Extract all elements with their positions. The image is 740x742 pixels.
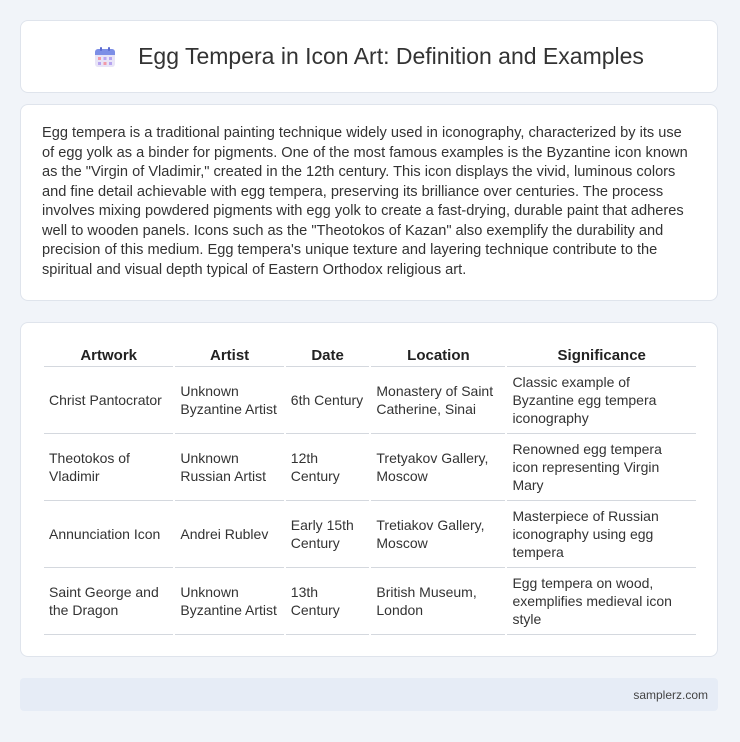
table-row <box>44 434 696 501</box>
footer-site-link[interactable]: samplerz.com <box>633 687 708 702</box>
cell-artwork: Theotokos of Vladimir <box>44 434 173 501</box>
table-card <box>20 322 718 657</box>
cell-significance: Masterpiece of Russian iconography using egg tempera <box>507 501 696 568</box>
table-row <box>44 501 696 568</box>
cell-significance: Classic example of Byzantine egg tempera iconography <box>507 367 696 434</box>
cell-artist: Unknown Byzantine Artist <box>175 568 283 635</box>
table-row <box>44 367 696 434</box>
calendar-icon <box>94 46 116 68</box>
cell-artist: Unknown Russian Artist <box>175 434 283 501</box>
cell-date: 12th Century <box>286 434 370 501</box>
header-significance: Significance <box>507 343 696 367</box>
cell-artwork: Saint George and the Dragon <box>44 568 173 635</box>
cell-date: 13th Century <box>286 568 370 635</box>
header-artwork: Artwork <box>44 343 173 367</box>
page-title: Egg Tempera in Icon Art: Definition and Examples <box>138 43 644 69</box>
cell-location: Tretiakov Gallery, Moscow <box>371 501 505 568</box>
intro-card <box>20 104 718 301</box>
cell-significance: Egg tempera on wood, exemplifies medieval icon style <box>507 568 696 635</box>
cell-artwork: Annunciation Icon <box>44 501 173 568</box>
header-artist: Artist <box>175 343 283 367</box>
cell-location: Monastery of Saint Catherine, Sinai <box>371 367 505 434</box>
cell-artist: Unknown Byzantine Artist <box>175 367 283 434</box>
cell-artwork: Christ Pantocrator <box>44 367 173 434</box>
footer-bar <box>20 678 718 711</box>
header-card <box>20 20 718 93</box>
cell-date: 6th Century <box>286 367 370 434</box>
cell-location: Tretyakov Gallery, Moscow <box>371 434 505 501</box>
intro-paragraph: Egg tempera is a traditional painting technique widely used in iconography, characterized by its use of egg yolk as a binder for pigments. One of the most famous examples is the Byzantine icon known as the "Virgin of Vladimir," created in the 12th century. This icon displays the vivid, luminous colors and fine detail achievable with egg tempera, preserving its brilliance over centuries. The process involves mixing powdered pigments with egg yolk to create a fast-drying, durable paint that adheres well to wooden panels. Icons such as the "Theotokos of Kazan" also exemplify the durability and precision of this medium. Egg tempera's unique texture and layering technique contribute to the spiritual and visual depth typical of Eastern Orthodox religious art. <box>42 125 688 278</box>
table-row <box>44 568 696 635</box>
cell-significance: Renowned egg tempera icon representing Virgin Mary <box>507 434 696 501</box>
cell-artist: Andrei Rublev <box>175 501 283 568</box>
cell-location: British Museum, London <box>371 568 505 635</box>
header-location: Location <box>371 343 505 367</box>
cell-date: Early 15th Century <box>286 501 370 568</box>
table-header-row <box>44 343 696 367</box>
examples-table <box>42 343 698 635</box>
header-date: Date <box>286 343 370 367</box>
